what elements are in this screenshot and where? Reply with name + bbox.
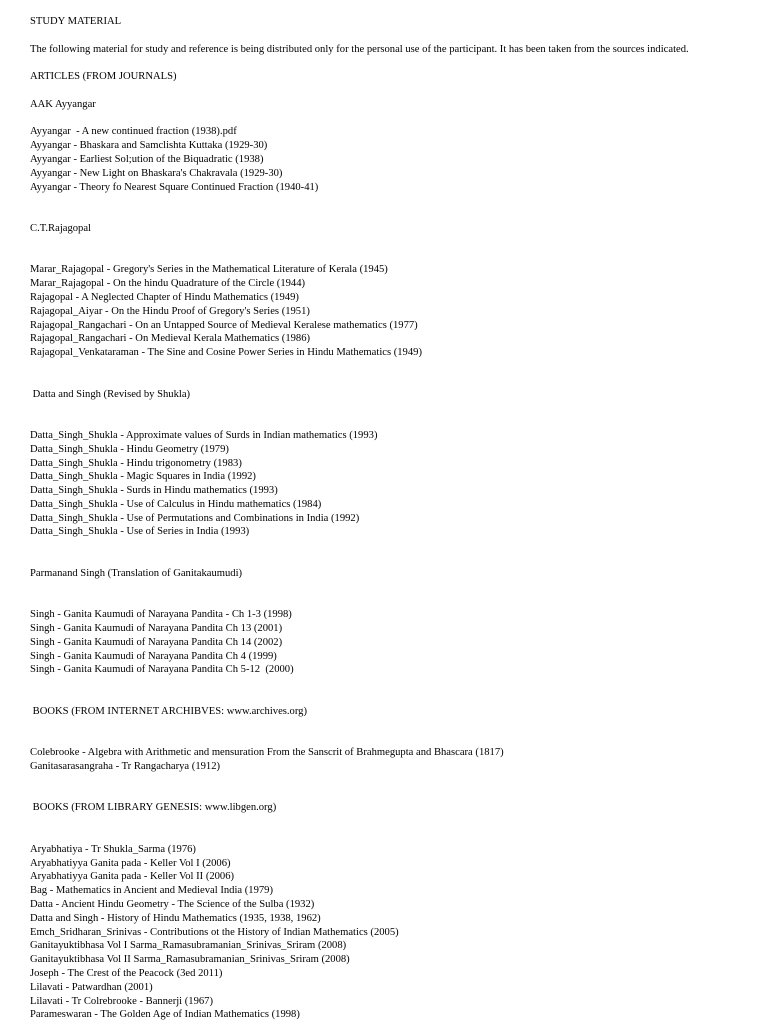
list-item: Ayyangar - Earliest Sol;ution of the Biquadratic (1938) — [30, 153, 264, 165]
distribution-notice: The following material for study and reference is being distributed only for the personal use of the participant. It has been taken from the sources indicated. — [30, 43, 689, 55]
list-item: Rajagopal_Venkataraman - The Sine and Cosine Power Series in Hindu Mathematics (1949) — [30, 347, 422, 359]
list-item: Rajagopal - A Neglected Chapter of Hindu Mathematics (1949) — [30, 291, 299, 303]
list-item: Datta and Singh - History of Hindu Mathematics (1935, 1938, 1962) — [30, 912, 321, 924]
list-item: Singh - Ganita Kaumudi of Narayana Pandita Ch 4 (1999) — [30, 650, 277, 662]
list-item: Ayyangar - Bhaskara and Samclishta Kuttaka (1929-30) — [30, 140, 268, 152]
list-item: Datta_Singh_Shukla - Use of Calculus in Hindu mathematics (1984) — [30, 498, 322, 510]
section-heading-books-archives: BOOKS (FROM INTERNET ARCHIBVES: www.archives.org) — [30, 705, 308, 717]
document-title: STUDY MATERIAL — [30, 16, 122, 27]
list-item: Singh - Ganita Kaumudi of Narayana Pandita Ch 5-12 (2000) — [30, 664, 294, 676]
list-item: Lilavati - Tr Colrebrooke - Bannerji (1967) — [30, 995, 214, 1007]
list-item: Aryabhatiyya Ganita pada - Keller Vol I (2006) — [30, 857, 231, 869]
list-item: Ganitayuktibhasa Vol II Sarma_Ramasubramanian_Srinivas_Sriram (2008) — [30, 954, 350, 966]
list-item: Emch_Sridharan_Srinivas - Contributions ot the History of Indian Mathematics (2005) — [30, 926, 399, 938]
section-heading-ayyangar: AAK Ayyangar — [30, 98, 96, 110]
list-item: Datta_Singh_Shukla - Use of Permutations and Combinations in India (1992) — [30, 512, 360, 524]
list-item: Ayyangar - A new continued fraction (1938).pdf — [30, 126, 237, 138]
articles-heading: ARTICLES (FROM JOURNALS) — [30, 71, 177, 83]
list-item: Datta_Singh_Shukla - Surds in Hindu mathematics (1993) — [30, 485, 278, 497]
list-item: Singh - Ganita Kaumudi of Narayana Pandita - Ch 1-3 (1998) — [30, 609, 292, 621]
list-item: Datta_Singh_Shukla - Magic Squares in India (1992) — [30, 471, 256, 483]
list-item: Parameswaran - The Golden Age of Indian Mathematics (1998) — [30, 1009, 300, 1021]
section-heading-parmanand-singh: Parmanand Singh (Translation of Ganitakaumudi) — [30, 567, 243, 579]
list-item: Ganitasarasangraha - Tr Rangacharya (1912) — [30, 761, 221, 773]
list-item: Aryabhatiyya Ganita pada - Keller Vol II (2006) — [30, 871, 235, 883]
list-item: Ganitayuktibhasa Vol I Sarma_Ramasubramanian_Srinivas_Sriram (2008) — [30, 940, 347, 952]
list-item: Lilavati - Patwardhan (2001) — [30, 981, 153, 993]
list-item: Marar_Rajagopal - On the hindu Quadrature of the Circle (1944) — [30, 278, 306, 290]
list-item: Singh - Ganita Kaumudi of Narayana Pandita Ch 14 (2002) — [30, 636, 283, 648]
list-item: Bag - Mathematics in Ancient and Medieval India (1979) — [30, 885, 273, 897]
list-item: Ayyangar - Theory fo Nearest Square Continued Fraction (1940-41) — [30, 181, 319, 193]
list-item: Datta_Singh_Shukla - Hindu Geometry (1979) — [30, 443, 229, 455]
section-heading-datta-singh: Datta and Singh (Revised by Shukla) — [30, 388, 191, 400]
list-item: Rajagopal_Rangachari - On an Untapped Source of Medieval Keralese mathematics (1977) — [30, 319, 418, 331]
list-item: Marar_Rajagopal - Gregory's Series in the Mathematical Literature of Kerala (1945) — [30, 264, 388, 276]
section-heading-rajagopal: C.T.Rajagopal — [30, 222, 91, 234]
list-item: Rajagopal_Rangachari - On Medieval Kerala Mathematics (1986) — [30, 333, 311, 345]
list-item: Datta_Singh_Shukla - Approximate values of Surds in Indian mathematics (1993) — [30, 429, 378, 441]
list-item: Ayyangar - New Light on Bhaskara's Chakravala (1929-30) — [30, 167, 283, 179]
list-item: Singh - Ganita Kaumudi of Narayana Pandita Ch 13 (2001) — [30, 623, 283, 635]
list-item: Datta_Singh_Shukla - Use of Series in India (1993) — [30, 526, 250, 538]
section-heading-books-libgen: BOOKS (FROM LIBRARY GENESIS: www.libgen.org) — [30, 802, 277, 814]
list-item: Aryabhatiya - Tr Shukla_Sarma (1976) — [30, 843, 196, 855]
document — [30, 15, 760, 1022]
list-item: Rajagopal_Aiyar - On the Hindu Proof of Gregory's Series (1951) — [30, 305, 310, 317]
list-item: Datta - Ancient Hindu Geometry - The Science of the Sulba (1932) — [30, 899, 315, 910]
list-item: Datta_Singh_Shukla - Hindu trigonometry (1983) — [30, 457, 242, 469]
list-item: Colebrooke - Algebra with Arithmetic and mensuration From the Sanscrit of Brahmegupta and Bhascara (1817) — [30, 747, 504, 759]
list-item: Joseph - The Crest of the Peacock (3ed 2011) — [30, 967, 223, 979]
